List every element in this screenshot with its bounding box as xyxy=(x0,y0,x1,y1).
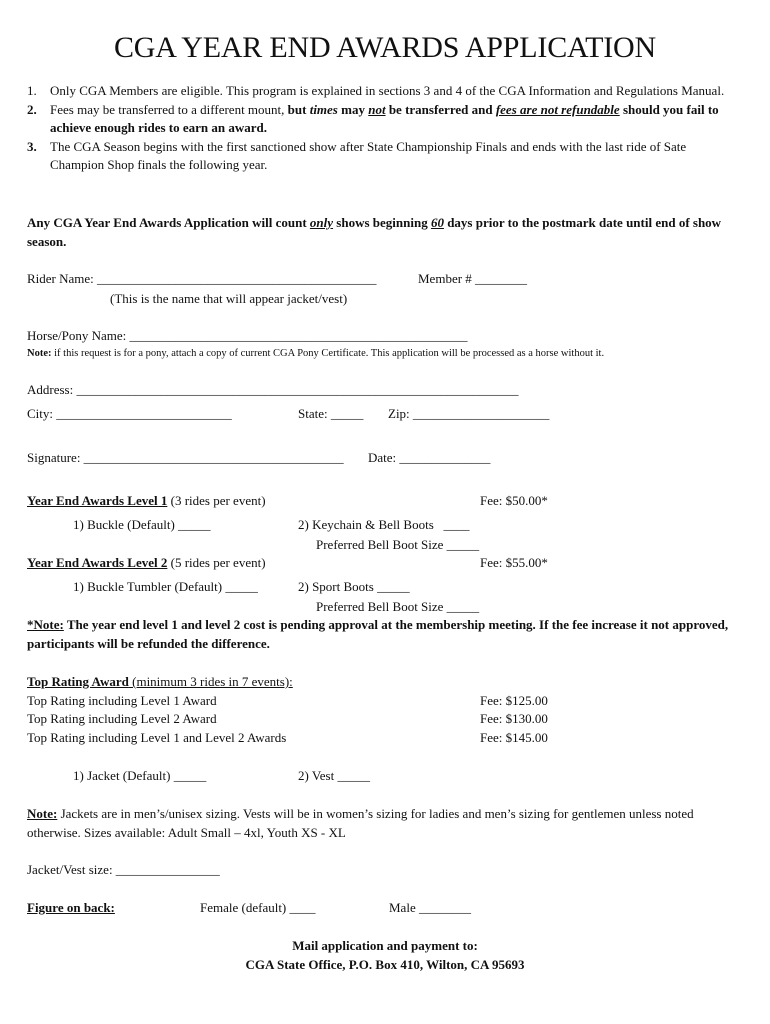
address-field[interactable]: Address: ____________________________________________________________________ xyxy=(27,382,519,397)
level2-bell-boot-size[interactable]: Preferred Bell Boot Size _____ xyxy=(316,599,480,614)
top-rating-option-jacket[interactable]: 1) Jacket (Default) _____ xyxy=(73,768,207,783)
jacket-vest-size-field[interactable]: Jacket/Vest size: ________________ xyxy=(27,862,220,877)
rider-name-hint: (This is the name that will appear jacket/vest) xyxy=(110,291,348,306)
level1-bell-boot-size[interactable]: Preferred Bell Boot Size _____ xyxy=(316,537,480,552)
level2-option-buckle-tumbler[interactable]: 1) Buckle Tumbler (Default) _____ xyxy=(73,579,258,594)
mail-heading: Mail application and payment to: xyxy=(292,938,478,953)
level1-fee: Fee: $50.00* xyxy=(480,493,548,508)
figure-male-option[interactable]: Male ________ xyxy=(389,900,471,915)
figure-on-back-label: Figure on back: xyxy=(27,900,115,915)
level2-heading: Year End Awards Level 2 (5 rides per event) xyxy=(27,555,266,570)
top-rating-row-label: Top Rating including Level 2 Award xyxy=(27,711,217,726)
top-rating-heading: Top Rating Award (minimum 3 rides in 7 events): xyxy=(27,674,293,689)
horse-name-field[interactable]: Horse/Pony Name: ____________________________________________________ xyxy=(27,328,468,343)
top-rating-row-label: Top Rating including Level 1 Award xyxy=(27,693,217,708)
level1-option-keychain[interactable]: 2) Keychain & Bell Boots ____ xyxy=(298,517,470,532)
level1-heading: Year End Awards Level 1 (3 rides per event) xyxy=(27,493,266,508)
top-rating-row-label: Top Rating including Level 1 and Level 2 Awards xyxy=(27,730,287,745)
level1-option-buckle[interactable]: 1) Buckle (Default) _____ xyxy=(73,517,211,532)
rule-number: 1. xyxy=(27,83,37,98)
rider-name-field[interactable]: Rider Name: ___________________________________________ xyxy=(27,271,377,286)
eligibility-rules xyxy=(27,82,743,175)
top-rating-option-vest[interactable]: 2) Vest _____ xyxy=(298,768,370,783)
state-field[interactable]: State: _____ xyxy=(298,406,364,421)
fee-pending-note: *Note: The year end level 1 and level 2 cost is pending approval at the membership meeting. If the fee increase it not approved, participants will be refunded the difference. xyxy=(27,617,729,651)
rule-item xyxy=(27,138,743,175)
top-rating-row-fee: Fee: $125.00 xyxy=(480,693,548,708)
rule-text: Fees may be transferred to a different mount, but times may not be transferred and fees are not refundable should you fail to achieve enough rides to earn an award. xyxy=(50,101,719,135)
figure-female-option[interactable]: Female (default) ____ xyxy=(200,900,316,915)
rule-text: Only CGA Members are eligible. This program is explained in sections 3 and 4 of the CGA Information and Regulations Manual. xyxy=(50,83,725,98)
sizing-note: Note: Jackets are in men’s/unisex sizing. Vests will be in women’s sizing for ladies and men’s sizing for gentlemen unless noted otherwise. Sizes available: Adult Small – 4xl, Youth XS - XL xyxy=(27,806,694,840)
mail-address: CGA State Office, P.O. Box 410, Wilton, CA 95693 xyxy=(245,957,525,972)
date-field[interactable]: Date: ______________ xyxy=(368,450,491,465)
level2-option-sport-boots[interactable]: 2) Sport Boots _____ xyxy=(298,579,410,594)
rule-number: 3. xyxy=(27,138,37,154)
zip-field[interactable]: Zip: _____________________ xyxy=(388,406,550,421)
counting-window-notice: Any CGA Year End Awards Application will count only shows beginning 60 days prior to the postmark date until end of show season. xyxy=(27,215,722,249)
top-rating-row-fee: Fee: $130.00 xyxy=(480,711,548,726)
pony-note: Note: if this request is for a pony, attach a copy of current CGA Pony Certificate. This application will be processed as a horse without it. xyxy=(27,348,605,359)
rule-text: The CGA Season begins with the first sanctioned show after State Championship Finals and ends with the last ride of Sate Champion Shop finals the following year. xyxy=(50,138,687,172)
rule-item xyxy=(27,82,743,101)
level2-fee: Fee: $55.00* xyxy=(480,555,548,570)
rule-item xyxy=(27,101,743,138)
signature-field[interactable]: Signature: ________________________________________ xyxy=(27,450,344,465)
top-rating-row-fee: Fee: $145.00 xyxy=(480,730,548,745)
page-title: CGA YEAR END AWARDS APPLICATION xyxy=(113,31,656,64)
member-number-field[interactable]: Member # ________ xyxy=(418,271,528,286)
rule-number: 2. xyxy=(27,101,37,117)
city-field[interactable]: City: ___________________________ xyxy=(27,406,232,421)
